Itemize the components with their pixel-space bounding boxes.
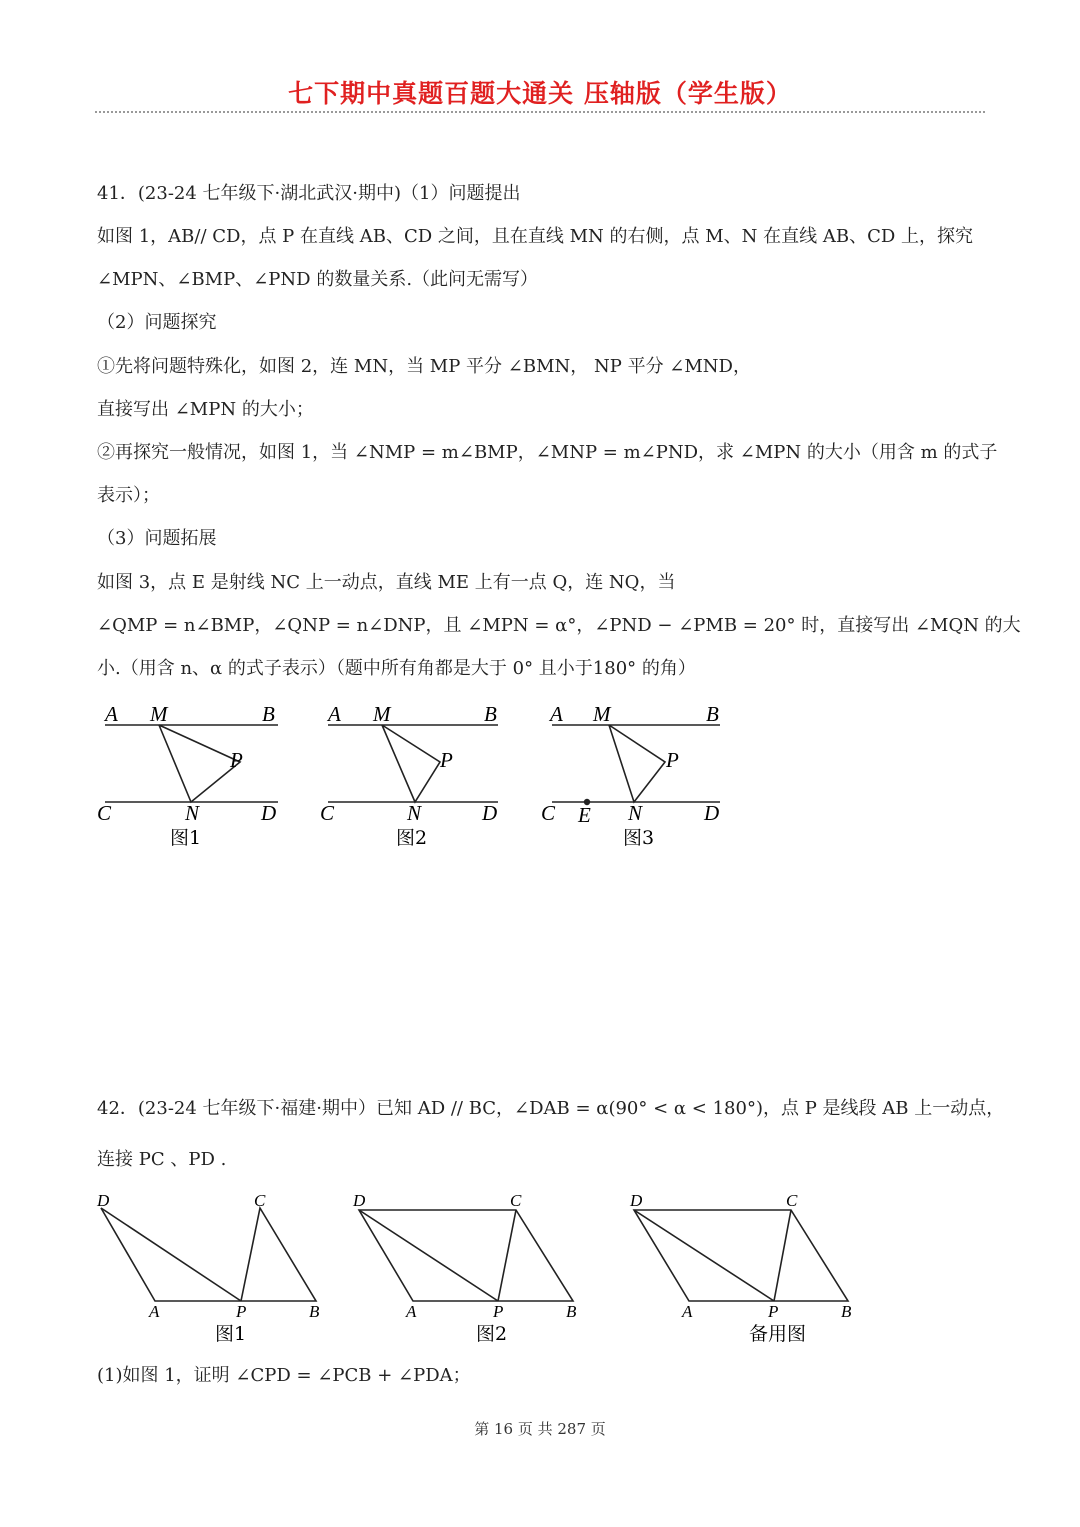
segment-pc (774, 1210, 791, 1301)
q42-part-1: (1)如图 1，证明 ∠CPD = ∠PCB + ∠PDA； (97, 1365, 471, 1386)
label-a: A (105, 702, 118, 726)
parallelogram-abcd (634, 1210, 848, 1301)
label-m: M (373, 702, 391, 726)
label-n: N (407, 801, 422, 825)
figure-caption: 图2 (476, 1323, 508, 1345)
label-c: C (254, 1191, 266, 1210)
q41-figure-1 (95, 700, 295, 850)
label-e: E (578, 803, 591, 827)
q41-line-9: （3）问题拓展 (97, 528, 217, 549)
q41-figure-2 (318, 700, 518, 850)
parallelogram-abcd (359, 1210, 573, 1301)
label-b: B (262, 702, 275, 726)
label-p: P (236, 1302, 247, 1321)
figure-caption: 备用图 (749, 1323, 807, 1345)
q41-line-4: （2）问题探究 (97, 312, 217, 333)
label-a: A (149, 1302, 160, 1321)
figure-caption: 图2 (396, 827, 428, 849)
label-m: M (593, 702, 611, 726)
label-d: D (261, 801, 277, 825)
label-b: B (706, 702, 719, 726)
q42-backup-figure (625, 1188, 865, 1348)
label-m: M (150, 702, 168, 726)
label-p: P (493, 1302, 504, 1321)
label-p: P (666, 748, 679, 772)
q41-line-11: ∠QMP = n∠BMP，∠QNP = n∠DNP，且 ∠MPN = α°，∠PND − ∠PMB = 20° 时，直接写出 ∠MQN 的大 (97, 615, 1021, 636)
q42-figure-1 (95, 1188, 335, 1348)
q41-line-6: 直接写出 ∠MPN 的大小； (97, 399, 314, 420)
q41-line-8: 表示）； (97, 485, 160, 506)
label-a: A (550, 702, 563, 726)
q41-line-1: 41．(23-24 七年级下·湖北武汉·期中)（1）问题提出 (97, 183, 521, 204)
figure-caption: 图3 (623, 827, 655, 849)
label-a: A (682, 1302, 693, 1321)
label-b: B (484, 702, 497, 726)
label-a: A (328, 702, 341, 726)
segment-pd (634, 1210, 774, 1301)
label-c: C (786, 1191, 798, 1210)
q42-line-1: 42．(23-24 七年级下·福建·期中）已知 AD // BC，∠DAB = α(90° < α < 180°)，点 P 是线段 AB 上一动点， (97, 1098, 1005, 1119)
label-d: D (630, 1191, 643, 1210)
header-divider (95, 111, 985, 113)
label-p: P (768, 1302, 779, 1321)
triangle-mpn (159, 725, 240, 802)
triangle-mpn (609, 725, 665, 802)
page-title: 七下期中真题百题大通关 压轴版（学生版） (288, 79, 792, 108)
q42-figure-2 (350, 1188, 590, 1348)
q41-line-5: ①先将问题特殊化，如图 2，连 MN，当 MP 平分 ∠BMN， NP 平分 ∠MND， (97, 356, 751, 377)
triangle-mpn (382, 725, 440, 802)
q42-line-2: 连接 PC 、PD . (97, 1149, 227, 1170)
label-d: D (482, 801, 498, 825)
segment-pd (101, 1208, 241, 1301)
q41-line-12: 小.（用含 n、α 的式子表示）（题中所有角都是大于 0° 且小于180° 的角） (97, 658, 696, 679)
label-b: B (841, 1302, 852, 1321)
label-d: D (704, 801, 720, 825)
label-b: B (309, 1302, 320, 1321)
q41-line-10: 如图 3，点 E 是射线 NC 上一动点，直线 ME 上有一点 Q，连 NQ，当 (97, 572, 676, 593)
q41-line-3: ∠MPN、∠BMP、∠PND 的数量关系.（此问无需写） (97, 269, 539, 290)
label-d: D (97, 1191, 110, 1210)
label-p: P (230, 748, 243, 772)
figure-caption: 图1 (215, 1323, 247, 1345)
label-c: C (510, 1191, 522, 1210)
quadrilateral-abcd (101, 1208, 316, 1301)
label-c: C (541, 801, 556, 825)
segment-pc (498, 1210, 516, 1301)
label-a: A (406, 1302, 417, 1321)
segment-pd (359, 1210, 498, 1301)
label-d: D (353, 1191, 366, 1210)
q41-line-7: ②再探究一般情况，如图 1，当 ∠NMP = m∠BMP，∠MNP = m∠PND，求 ∠MPN 的大小（用含 m 的式子 (97, 442, 998, 463)
figure-caption: 图1 (170, 827, 202, 849)
label-c: C (320, 801, 335, 825)
q41-figure-3 (540, 700, 740, 850)
label-p: P (440, 748, 453, 772)
label-b: B (566, 1302, 577, 1321)
label-n: N (628, 801, 643, 825)
page-footer: 第 16 页 共 287 页 (474, 1420, 606, 1438)
q41-line-2: 如图 1，AB// CD，点 P 在直线 AB、CD 之间，且在直线 MN 的右侧，点 M、N 在直线 AB、CD 上，探究 (97, 226, 974, 247)
label-c: C (97, 801, 112, 825)
label-n: N (185, 801, 200, 825)
